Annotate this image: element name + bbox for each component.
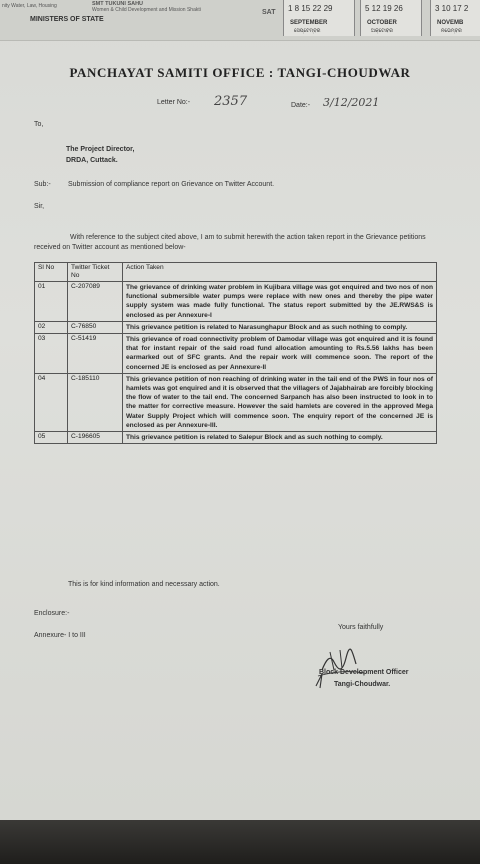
closing-line: This is for kind information and necessary action. <box>68 581 220 588</box>
row-ticket: C-76850 <box>68 321 123 333</box>
grievance-table <box>34 262 437 444</box>
letter-no-value: 2357 <box>214 94 248 109</box>
calendar-day: SAT <box>262 9 276 16</box>
top-document-strip <box>0 0 480 41</box>
office-heading: PANCHAYAT SAMITI OFFICE : TANGI-CHOUDWAR <box>69 65 411 80</box>
address-line-1: The Project Director, <box>66 146 135 153</box>
header-action: Action Taken <box>123 263 437 282</box>
ministry-text: nity Water, Law, Housing <box>2 3 57 9</box>
table-row <box>35 432 437 444</box>
row-action: This grievance petition is related to Salepur Block and as such nothing to comply. <box>123 432 437 444</box>
row-ticket: C-51419 <box>68 334 123 374</box>
minister-dept: Women & Child Development and Mission Shakti <box>92 7 201 13</box>
address-line-2: DRDA, Cuttack. <box>66 157 118 164</box>
minister-name: SMT TUKUNI SAHU <box>92 1 144 7</box>
row-action: This grievance petition is related to Narasunghapur Block and as such nothing to comply. <box>123 321 437 333</box>
letter-no-label: Letter No:- <box>157 99 191 106</box>
background-surface <box>0 820 480 864</box>
row-sl: 01 <box>35 282 68 322</box>
ministers-of-state: MINISTERS OF STATE <box>30 16 104 23</box>
calendar-november: 3 10 17 2 NOVEMB ନଭେମ୍ବର <box>430 0 480 36</box>
date-value: 3/12/2021 <box>323 96 380 109</box>
subject-text: Submission of compliance report on Grievance on Twitter Account. <box>68 181 275 188</box>
subject-label: Sub:- <box>34 181 51 188</box>
table-header-row <box>35 263 437 282</box>
row-sl: 03 <box>35 334 68 374</box>
row-ticket: C-207089 <box>68 282 123 322</box>
calendar-october: 5 12 19 26 OCTOBER ଅକ୍ଟୋବର <box>360 0 422 36</box>
row-ticket: C-196605 <box>68 432 123 444</box>
table-row <box>35 373 437 431</box>
calendar-september: 1 8 15 22 29 SEPTEMBER ସେପ୍ଟେମ୍ବର <box>283 0 355 36</box>
enclosure-label: Enclosure:- <box>34 610 70 617</box>
signatory-title: Block Development Officer <box>319 669 409 676</box>
row-ticket: C-185110 <box>68 373 123 431</box>
row-sl: 04 <box>35 373 68 431</box>
date-label: Date:- <box>291 102 311 109</box>
row-sl: 05 <box>35 432 68 444</box>
table-row <box>35 334 437 374</box>
row-action: This grievance of road connectivity problem of Damodar village was got enquired and it is found that for instant repair of the said road fund allocation amounting to Rs.5.56 lakhs has been earmarked out of SFC grants. And the repair work will commence soon. The report of the concerned JE is enclosed as per Annexure-II <box>123 334 437 374</box>
intro-paragraph: With reference to the subject cited above, I am to submit herewith the action taken report in the Grievance petitions received on Twitter account as mentioned below- <box>34 234 426 251</box>
table-row <box>35 321 437 333</box>
to-label: To, <box>34 121 44 128</box>
header-ticket: Twitter Ticket No <box>68 263 123 282</box>
header-sl: Sl No <box>35 263 68 282</box>
signatory-place: Tangi-Choudwar. <box>334 681 391 688</box>
row-action: The grievance of drinking water problem in Kujibara village was got enquired and two nos of non functional submersible water pumps were replace with new ones and thereby the pipe water supply system was made fully functional. The status report submitted by the JE.RWS&S is enclosed as per Annexure-I <box>123 282 437 322</box>
row-sl: 02 <box>35 321 68 333</box>
yours-faithfully: Yours faithfully <box>338 624 384 631</box>
row-action: This grievance petition of non reaching of drinking water in the tail end of the PWS in four nos of hamlets was got enquired and it is observed that the villagers of Jajabhairab are forcibly blocking the flow of water to the tail end. The concerned Sarpanch has also been instructed to look in to the matter for corrective measure. However the said hamlets are covered in the approved Mega Water Supply Project which will commence soon. The enquiry report of the concerned JE is enclosed as per Annexure-III. <box>123 373 437 431</box>
table-row <box>35 282 437 322</box>
salutation: Sir, <box>34 203 45 210</box>
enclosure-value: Annexure- I to III <box>34 632 86 639</box>
